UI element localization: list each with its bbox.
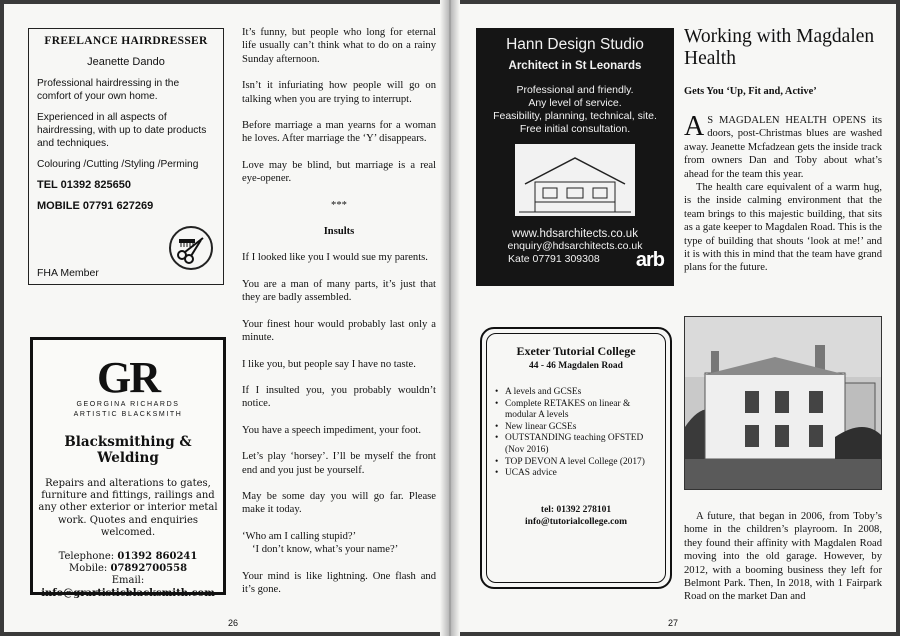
hann-line: Free initial consultation. xyxy=(519,123,631,135)
hann-phone: Kate 07791 309308 xyxy=(508,252,600,265)
page-number-right: 27 xyxy=(668,618,679,628)
scissors-comb-icon xyxy=(169,226,213,270)
blacksmith-email-label: Email: xyxy=(111,575,145,587)
right-page xyxy=(452,4,896,632)
column-paragraph: If I insulted you, you probably wouldn’t notice. xyxy=(242,384,436,410)
list-item: • TOP DEVON A level College (2017) xyxy=(495,457,657,469)
hairdresser-tel: TEL 01392 825650 xyxy=(37,179,131,191)
column-paragraph: I like you, but people say I have no taste. xyxy=(242,358,416,370)
page-number-left: 26 xyxy=(228,618,239,628)
blacksmith-email: info@grartisticblacksmith.com xyxy=(41,587,215,599)
blacksmith-ad xyxy=(30,337,226,599)
book-gutter xyxy=(440,0,460,636)
article-body xyxy=(684,111,882,275)
hairdresser-ad xyxy=(28,28,224,285)
building-photo xyxy=(684,316,882,490)
article-lead xyxy=(684,111,882,181)
list-item: • New linear GCSEs xyxy=(495,422,657,434)
article-subtitle: Gets You ‘Up, Fit and, Active’ xyxy=(684,86,817,97)
hairdresser-title: FREELANCE HAIRDRESSER xyxy=(44,35,208,47)
article-paragraph: The health care equivalent of a warm hug, is the inside calming environment that the team brings to this majestic building, that sits as a gate keeper to Magdalen Road. This is the type of building that shouts ‘look at me!’ and it is with this in mind that the team have grand plans for the future. xyxy=(684,182,882,274)
column-paragraph: You have a speech impediment, your foot. xyxy=(242,424,421,436)
hann-body xyxy=(476,84,674,136)
exeter-email: info@tutorialcollege.com xyxy=(525,516,627,527)
list-item: • OUTSTANDING teaching OFSTED (Nov 2016) xyxy=(495,433,657,456)
hann-title: Hann Design Studio xyxy=(506,36,644,53)
hairdresser-member: FHA Member xyxy=(37,267,99,279)
blacksmith-telephone-label: Telephone: xyxy=(58,551,118,563)
hairdresser-name: Jeanette Dando xyxy=(87,56,165,68)
hann-design-ad xyxy=(476,28,674,286)
blacksmith-heading: Blacksmithing & Welding xyxy=(64,434,192,466)
insults-heading: Insults xyxy=(323,226,355,238)
blacksmith-mobile-label: Mobile: xyxy=(68,563,111,575)
blacksmith-mobile: 07892700558 xyxy=(110,563,188,575)
blacksmith-body: Repairs and alterations to gates, furniture and fittings, railings and any other exterior or interior metal work. Quotes and enquiries welcomed. xyxy=(38,478,218,538)
exeter-inner-border xyxy=(486,333,666,583)
hairdresser-line1: Professional hairdressing in the comfort of your own home. xyxy=(37,78,180,102)
list-item: • Complete RETAKES on linear & modular A levels xyxy=(495,399,657,422)
column-paragraph: If I looked like you I would sue my parents. xyxy=(242,252,428,264)
blacksmith-sub1: GEORGINA RICHARDS xyxy=(76,401,180,408)
house-drawing xyxy=(515,144,635,216)
exeter-contact xyxy=(495,504,657,528)
left-page xyxy=(4,4,448,632)
article-paragraph: A future, that began in 2006, from Toby’s home in the children’s playroom. In 2008, they found their affinity with Magdalen Road moving into the old garage. However, by 2012, with a booming business they left for Belmont Park. Then, In 2018, with 1 Fairpark Road on the market Dan and xyxy=(684,511,882,603)
column-paragraph: You are a man of many parts, it’s just that they are badly assembled. xyxy=(242,278,436,304)
hairdresser-line2: Experienced in all aspects of hairdressing, with up to date products and techniques. xyxy=(37,112,207,149)
column-paragraph: Love may be blind, but marriage is a real eye-opener. xyxy=(242,159,436,185)
gr-logo: GR xyxy=(97,353,159,402)
article-title: Working with Magdalen Health xyxy=(684,26,875,69)
blacksmith-contact xyxy=(33,551,223,600)
column-paragraph: May be some day you will go far. Please make it today. xyxy=(242,490,436,516)
column-line: ‘Who am I calling stupid?’ xyxy=(242,530,357,542)
exeter-address: 44 - 46 Magdalen Road xyxy=(529,361,623,371)
exeter-tutorial-ad xyxy=(480,327,672,589)
article-continued xyxy=(684,510,882,604)
column-dialogue xyxy=(242,530,436,557)
hairdresser-line3: Colouring /Cutting /Styling /Perming xyxy=(37,159,199,170)
list-item: • UCAS advice xyxy=(495,468,657,480)
arb-logo: arb xyxy=(635,249,664,271)
section-divider: *** xyxy=(331,199,347,211)
hann-line: Any level of service. xyxy=(528,97,622,109)
hann-url: www.hdsarchitects.co.uk xyxy=(512,228,638,240)
hairdresser-mobile: MOBILE 07791 627269 xyxy=(37,200,154,212)
column-paragraph: Your finest hour would probably last only a minute. xyxy=(242,318,436,344)
hann-email: enquiry@hdsarchitects.co.uk xyxy=(507,240,643,252)
column-paragraph: Isn’t it infuriating how people will go on talking when you are trying to interrupt. xyxy=(242,80,436,105)
exeter-list xyxy=(495,387,657,480)
blacksmith-sub2: ARTISTIC BLACKSMITH xyxy=(73,411,183,418)
blacksmith-telephone: 01392 860241 xyxy=(117,551,198,563)
article-paragraph: S MAGDALEN HEALTH OPENS its doors, post-Christmas blues are washed away. Jeanette Mcfadzean gets the inside track from owners Dan and Toby about what’s ahead for the team this year. xyxy=(684,115,882,180)
column-paragraph: Your mind is like lightning. One flash and it’s gone. xyxy=(242,570,436,595)
hann-subtitle: Architect in St Leonards xyxy=(508,60,642,72)
drop-cap: A xyxy=(684,111,705,142)
column-paragraph: Let’s play ‘horsey’. I’ll be myself the front end and you just be yourself. xyxy=(242,451,436,476)
exeter-tel: tel: 01392 278101 xyxy=(540,504,612,515)
hann-line: Professional and friendly. xyxy=(516,84,634,96)
jokes-column xyxy=(242,26,436,609)
column-line: ‘I don’t know, what’s your name?’ xyxy=(252,544,399,556)
column-paragraph: Before marriage a man yearns for a woman he loves. After marriage the ‘Y’ disappears. xyxy=(242,120,436,145)
hann-line: Feasibility, planning, technical, site. xyxy=(493,110,657,122)
list-item: • A levels and GCSEs xyxy=(495,387,657,399)
exeter-title: Exeter Tutorial College xyxy=(516,344,636,358)
column-paragraph: It’s funny, but people who long for eternal life usually can’t think what to do on a rainy Sunday afternoon. xyxy=(242,27,436,65)
